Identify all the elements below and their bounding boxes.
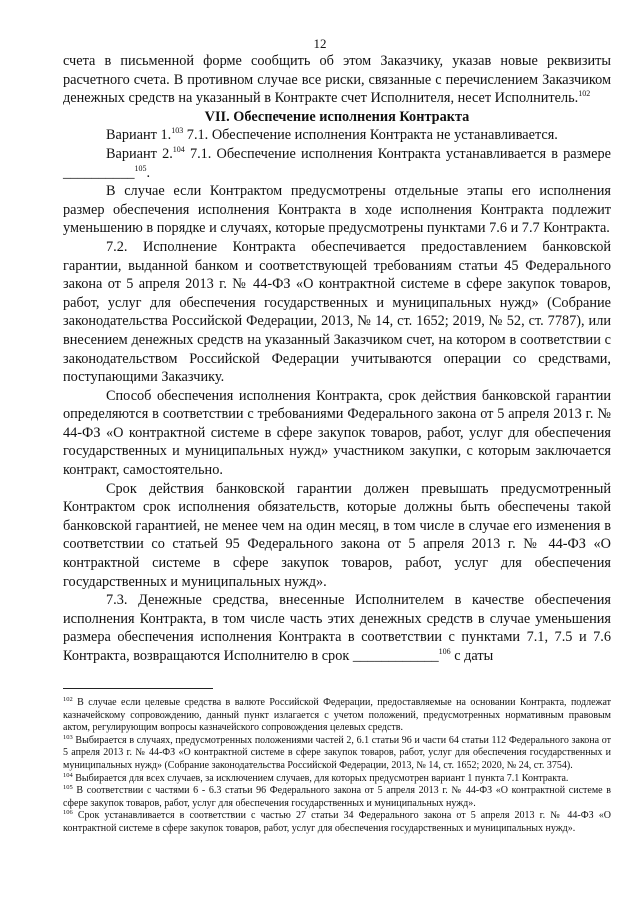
footnote-text: Выбирается для всех случаев, за исключением случаев, для которых предусмотрен вариант 1 пункта 7.1 Контракта. bbox=[72, 772, 569, 784]
footnote-ref: 106 bbox=[438, 647, 451, 656]
footnote bbox=[63, 697, 611, 735]
footnote-number: 102 bbox=[63, 696, 73, 703]
variant-text: 7.1. Обеспечение исполнения Контракта не устанавливается. bbox=[183, 127, 558, 144]
paragraph-method: Способ обеспечения исполнения Контракта, срок действия банковской гарантии определяются в соответствии с требованиями Федерального закона от 5 апреля 2013 г. № 44-ФЗ «О контрактной системе в сфере закупок товаров, работ, услуг для обеспечения государственных и муниципальных нужд» участником закупки, с которым заключается контракт, самостоятельно. bbox=[63, 387, 611, 479]
footnote-number: 104 bbox=[63, 771, 73, 779]
paragraph-7-3 bbox=[63, 591, 611, 665]
paragraph-text-end: с даты bbox=[450, 648, 494, 664]
footnote-text: В случае если целевые средства в валюте Российской Федерации, предоставляемые на основании Контракта, подлежат казначейскому сопровождению, данный пункт излагается с учетом положений, предусмотренных нормативным правовым актом, регулирующим вопросы казначейского сопровождения целевых средств. bbox=[63, 697, 611, 734]
footnote-text: Выбирается в случаях, предусмотренных положениями частей 2, 6.1 статьи 96 и части 64 статьи 112 Федерального закона от 5 апреля 2013 г. № 44-ФЗ «О контрактной системе в сфере закупок товаров, работ, услуг для обеспечения государственных и муниципальных нужд» (Собрание законодательства Российской Федерации, 2013, № 14, ст. 1652; 2020, № 24, ст. 3754). bbox=[63, 734, 611, 771]
footnote-text: В соответствии с частями 6 - 6.3 статьи 96 Федерального закона от 5 апреля 2013 г. № 44-ФЗ «О контрактной системе в сфере закупок товаров, работ, услуг для обеспечения государственных и муниципальных нужд». bbox=[63, 785, 611, 809]
paragraph-stages: В случае если Контрактом предусмотрены отдельные этапы его исполнения размер обеспечения исполнения Контракта в ходе исполнения Контракта подлежит уменьшению в порядке и случаях, которые предусмотрены пунктами 7.6 и 7.7 Контракта. bbox=[63, 183, 611, 237]
footnote-ref: 105 bbox=[134, 163, 147, 173]
footnote-ref: 103 bbox=[171, 126, 184, 136]
main-text bbox=[63, 52, 611, 666]
footnote bbox=[63, 735, 611, 773]
footnote-number: 106 bbox=[63, 809, 73, 817]
variant-text-end: . bbox=[146, 164, 151, 181]
variant-label: Вариант 2. bbox=[106, 145, 173, 162]
footnotes bbox=[63, 697, 611, 836]
variant-text: 7.1. Обеспечение исполнения Контракта устанавливается в размере bbox=[184, 145, 611, 162]
paragraph-text: счета в письменной форме сообщить об этом Заказчику, указав новые реквизиты расчетного счета. В противном случае все риски, связанные с перечислением Заказчиком денежных средств на указанный в Контракте счет Исполнителя, несет Исполнитель. bbox=[63, 53, 611, 107]
footnote bbox=[63, 773, 611, 786]
fill-in-blank: ____________ bbox=[352, 648, 439, 664]
fill-in-blank: __________ bbox=[63, 164, 135, 181]
section-title: VII. Обеспечение исполнения Контракта bbox=[204, 108, 470, 125]
variant-2 bbox=[63, 145, 611, 182]
footnote-separator bbox=[63, 688, 213, 689]
footnote-ref: 102 bbox=[578, 89, 591, 99]
footnote bbox=[63, 785, 611, 810]
paragraph-continuation bbox=[63, 52, 611, 108]
variant-1 bbox=[63, 126, 611, 145]
footnote-number: 103 bbox=[63, 733, 73, 741]
footnote-ref: 104 bbox=[172, 144, 185, 154]
footnote-text: Срок устанавливается в соответствии с частью 27 статьи 34 Федерального закона от 5 апреля 2013 г. № 44-ФЗ «О контрактной системе в сфере закупок товаров, работ, услуг для обеспечения государственных и муниципальных нужд». bbox=[63, 810, 611, 834]
footnote-number: 105 bbox=[63, 784, 73, 792]
paragraph-text: 7.3. Денежные средства, внесенные Исполнителем в качестве обеспечения исполнения Контракта, в том числе часть этих денежных средств в случае уменьшения размера обеспечения исполнения Контракта в соответствии с пунктами 7.1, 7.5 и 7.6 Контракта, возвращаются Исполнителю в срок bbox=[63, 592, 611, 664]
footnote bbox=[63, 810, 611, 835]
variant-label: Вариант 1. bbox=[106, 127, 172, 144]
paragraph-7-2: 7.2. Исполнение Контракта обеспечивается предоставлением банковской гарантии, выданной банком и соответствующей требованиям статьи 45 Федерального закона от 5 апреля 2013 г. № 44-ФЗ «О контрактной системе в сфере закупок товаров, работ, услуг для обеспечения государственных и муниципальных нужд» (Собрание законодательства Российской Федерации, 2013, № 14, ст. 1652; 2019, № 52, ст. 7787), или внесением денежных средств на указанный Заказчиком счет, на котором в соответствии с законодательством Российской Федерации учитываются операции со средствами, поступающими Заказчику. bbox=[63, 238, 611, 386]
page-number: 12 bbox=[313, 36, 327, 51]
paragraph-term: Срок действия банковской гарантии должен превышать предусмотренный Контрактом срок исполнения обязательств, которые должны быть обеспечены такой банковской гарантией, не менее чем на один месяц, в том числе в случае его изменения в соответствии со статьей 95 Федерального закона от 5 апреля 2013 г. № 44-ФЗ «О контрактной системе в сфере закупок товаров, работ, услуг для обеспечения государственных и муниципальных нужд». bbox=[63, 480, 611, 590]
